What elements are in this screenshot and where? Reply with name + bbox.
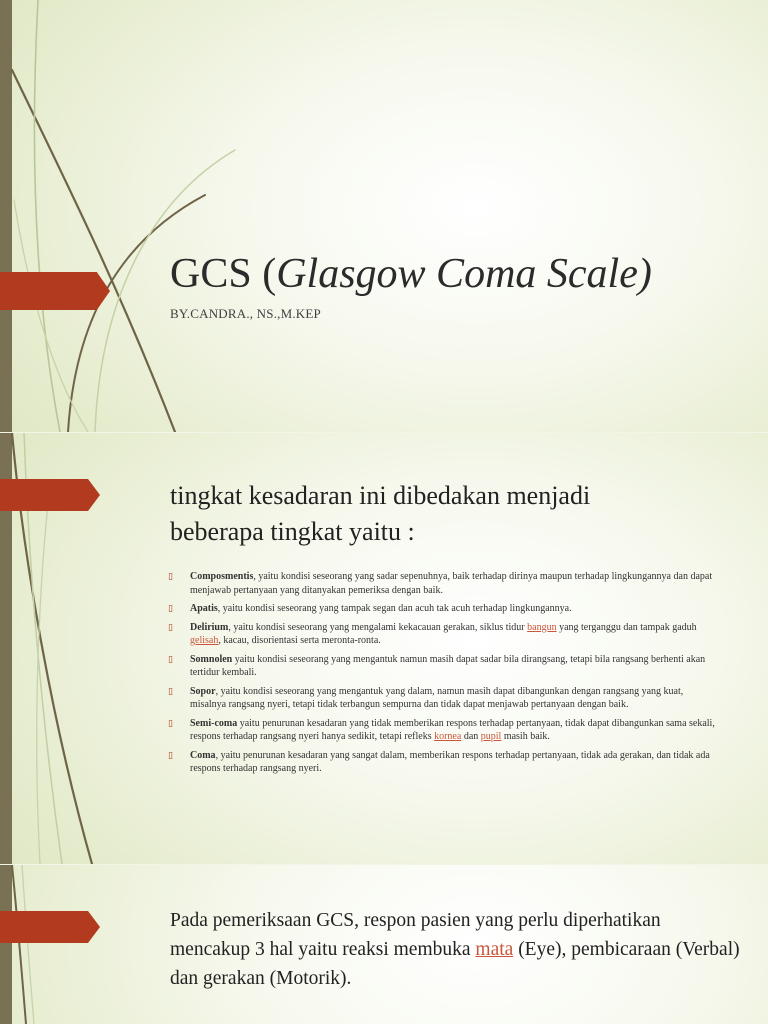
link-kornea[interactable]: kornea [434, 731, 462, 742]
list-item [168, 749, 716, 776]
title-italic: Glasgow Coma Scale) [276, 251, 652, 297]
link-mata[interactable]: mata [475, 939, 514, 960]
term-label: Coma [190, 749, 216, 761]
hollow-square-bullet-icon: ▯ [168, 603, 173, 613]
title-prefix: GCS ( [170, 251, 277, 297]
term-description: , yaitu kondisi seseorang yang mengantuk yang dalam, namun masih dapat dibangunkan dengan rangsang yang kuat, misalnya rangsang nyeri, tetapi tidak terbangun sempurna dan tidak dapat menjawab pertanyaan dengan baik. [190, 685, 684, 710]
term-description: , kacau, disorientasi serta meronta-ronta. [218, 635, 381, 646]
term-description: yaitu kondisi seseorang yang mengantuk namun masih dapat sadar bila dirangsang, tetapi bila rangsang berhenti akan tertidur kembali. [190, 653, 706, 678]
link-bangun[interactable]: bangun [527, 621, 557, 633]
term-description: , yaitu penurunan kesadaran yang sangat dalam, memberikan respons terhadap pertanyaan, tidak ada gerakan, dan tidak ada respons terhadap rangsang nyeri. [190, 749, 710, 774]
term-description: yaitu penurunan kesadaran yang tidak memberikan respons terhadap pertanyaan, tidak dapat dibangunkan sama sekali, respons terhadap rangsang nyeri hanya sedikit, tetapi refleks [190, 717, 715, 742]
arrow-tab-icon [0, 911, 100, 943]
term-label: Somnolen [190, 653, 233, 665]
slide-edge-bar [0, 865, 12, 1024]
term-label: Semi-coma [190, 717, 238, 729]
hollow-square-bullet-icon: ▯ [168, 653, 173, 664]
term-label: Composmentis [190, 571, 254, 582]
term-label: Delirium [190, 621, 229, 633]
term-label: Apatis [190, 603, 218, 614]
paragraph-text: (Eye), pembicaraan (Verbal) dan gerakan (Motorik). [170, 939, 740, 989]
levels-heading: tingkat kesadaran ini dibedakan menjadi beberapa tingkat yaitu : [170, 481, 591, 546]
term-description: masih baik. [501, 731, 550, 742]
hollow-square-bullet-icon: ▯ [168, 571, 173, 581]
link-pupil[interactable]: pupil [480, 731, 502, 742]
decorative-swoosh-lines [0, 0, 768, 432]
list-item [168, 621, 716, 648]
slide-edge-bar [0, 0, 12, 432]
list-item [168, 685, 716, 712]
gcs-response-paragraph [170, 906, 740, 993]
slide-title [170, 250, 652, 298]
term-label: Sopor [190, 685, 216, 697]
term-description: , yaitu kondisi seseorang yang tampak segan dan acuh tak acuh terhadap lingkungannya. [217, 603, 572, 614]
list-item [168, 570, 716, 597]
paragraph-text: Pada pemeriksaan GCS, respon pasien yang perlu diperhatikan mencakup 3 hal yaitu reaksi membuka [170, 910, 661, 960]
arrow-tab-icon [0, 479, 100, 511]
list-item [168, 653, 716, 680]
hollow-square-bullet-icon: ▯ [168, 621, 173, 632]
term-description: dan [461, 731, 481, 742]
hollow-square-bullet-icon: ▯ [168, 749, 173, 760]
term-description: , yaitu kondisi seseorang yang mengalami kekacauan gerakan, siklus tidur [228, 621, 528, 633]
term-description: yang terganggu dan tampak gaduh [556, 621, 697, 633]
hollow-square-bullet-icon: ▯ [168, 717, 173, 728]
slide-subtitle: BY.CANDRA., NS.,M.KEP [170, 306, 321, 321]
list-item [168, 602, 716, 616]
hollow-square-bullet-icon: ▯ [168, 685, 173, 696]
arrow-tab-icon [0, 272, 110, 310]
term-description: , yaitu kondisi seseorang yang sadar sepenuhnya, baik terhadap dirinya maupun terhadap lingkungannya dan dapat menjawab pertanyaan yang ditanyakan pemeriksa dengan baik. [190, 571, 713, 596]
title-slide [0, 0, 768, 432]
list-item [168, 717, 716, 744]
link-gelisah[interactable]: gelisah [190, 635, 219, 646]
consciousness-levels-list [168, 570, 716, 781]
